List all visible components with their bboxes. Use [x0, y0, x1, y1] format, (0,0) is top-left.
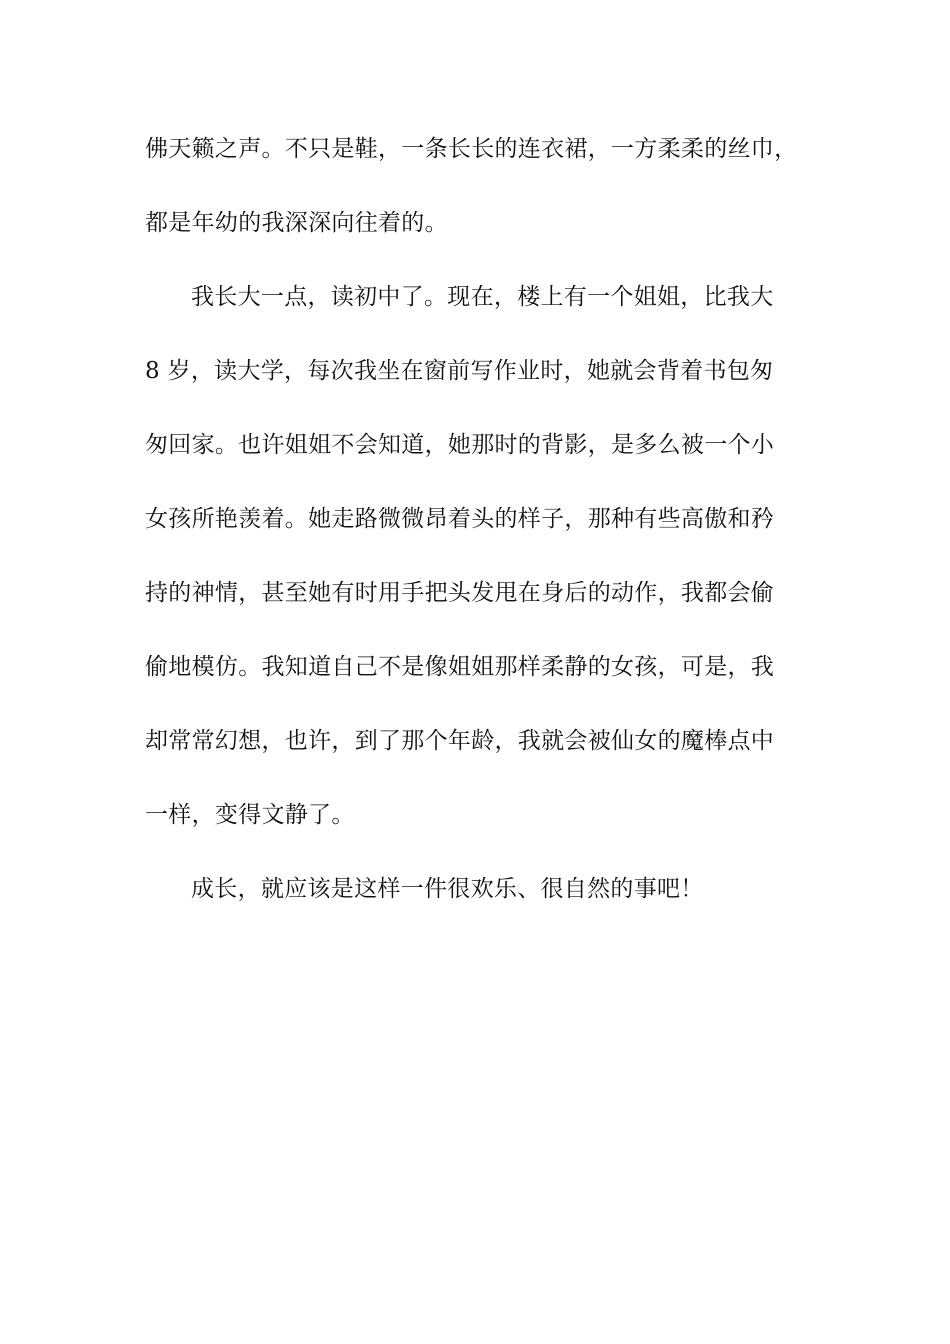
text-line: 我长大一点，读初中了。现在，楼上有一个姐姐，比我大 — [191, 284, 774, 310]
text-line: 匆回家。也许姐姐不会知道，她那时的背影，是多么被一个小 — [145, 432, 775, 458]
paragraph-2 — [145, 274, 825, 866]
body-text — [145, 126, 825, 940]
paragraph-1 — [145, 126, 825, 274]
text-line: 都是年幼的我深深向往着的。 — [145, 210, 448, 236]
text-line: 佛天籁之声。不只是鞋，一条长长的连衣裙，一方柔柔的丝巾， — [145, 136, 798, 162]
text-line: 女孩所艳羡着。她走路微微昂着头的样子，那种有些高傲和矜 — [145, 506, 775, 532]
text-line: 持的神情，甚至她有时用手把头发甩在身后的动作，我都会偷 — [145, 580, 775, 606]
paragraph-3 — [145, 866, 825, 940]
text-line: 成长，就应该是这样一件很欢乐、很自然的事吧！ — [191, 876, 704, 902]
text-line: 偷地模仿。我知道自己不是像姐姐那样柔静的女孩，可是，我 — [145, 654, 775, 680]
text-line: 却常常幻想，也许，到了那个年龄，我就会被仙女的魔棒点中 — [145, 728, 775, 754]
text-line: 一样，变得文静了。 — [145, 802, 355, 828]
text-line: 8 岁，读大学，每次我坐在窗前写作业时，她就会背着书包匆 — [145, 358, 774, 384]
